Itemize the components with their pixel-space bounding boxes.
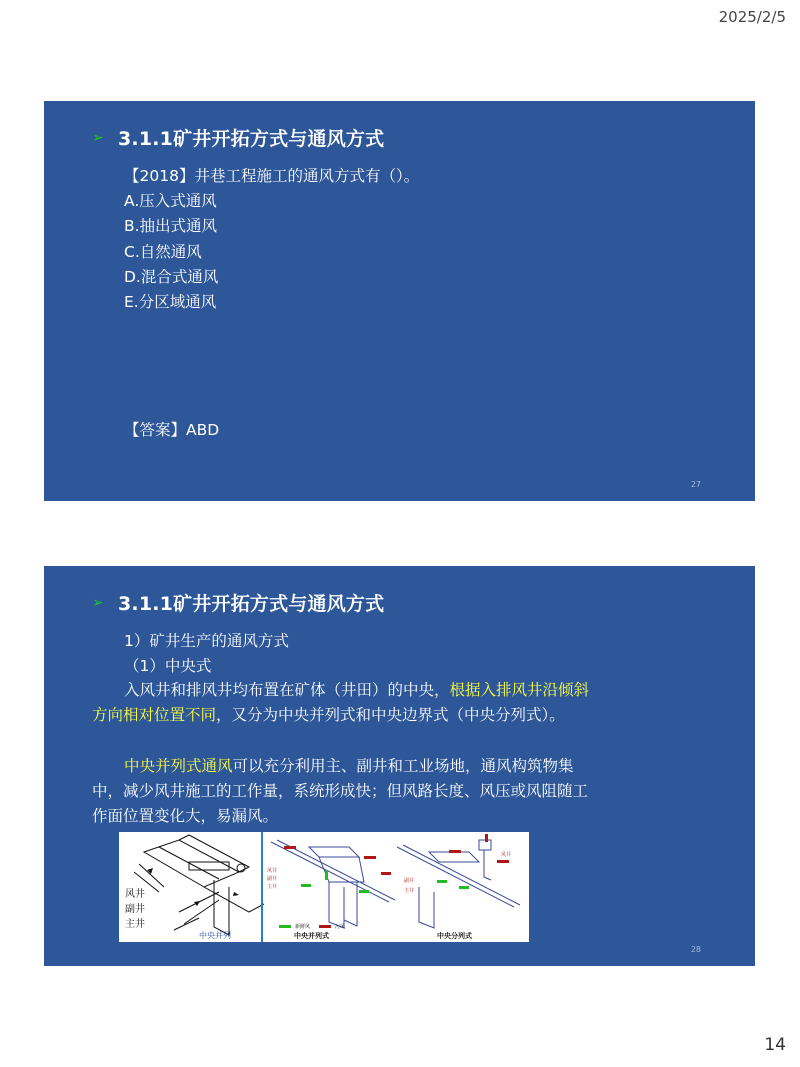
parallel-label-main-shaft: 主井 <box>267 884 278 890</box>
slide-title-row <box>92 589 384 616</box>
sketch-label-main-shaft: 主井 <box>125 919 145 930</box>
paragraph-parallel <box>92 754 592 829</box>
slide-28 <box>44 566 755 966</box>
sketch-label-air-shaft: 风井 <box>125 889 145 900</box>
option-e: E.分区域通风 <box>124 293 217 311</box>
arrow-bullet-icon: ➢ <box>92 594 104 611</box>
sketch-label-auxiliary-shaft: 副井 <box>125 904 145 915</box>
page-date: 2025/2/5 <box>718 8 786 26</box>
para2-highlight: 中央并列式通风 <box>124 757 233 775</box>
heading-central: （1）中央式 <box>124 657 212 675</box>
option-d: D.混合式通风 <box>124 268 219 286</box>
para1-text-a: 入风井和排风井均布置在矿体（井田）的中央， <box>124 681 450 699</box>
parallel-label-auxiliary-shaft: 副井 <box>267 876 278 882</box>
diagram-panel-sketch <box>134 835 264 935</box>
separated-label-air-shaft: 风井 <box>501 852 512 858</box>
option-a: A.压入式通风 <box>124 192 217 210</box>
arrow-bullet-icon: ➢ <box>92 129 104 146</box>
legend-foul-swatch <box>319 925 331 928</box>
sketch-arrows <box>147 868 239 906</box>
separated-label-main-shaft: 主井 <box>404 888 415 894</box>
separated-caption: 中央分列式 <box>437 932 472 940</box>
option-b: B.抽出式通风 <box>124 217 218 235</box>
slide-number: 27 <box>690 480 701 489</box>
diagram-panel-parallel <box>271 840 395 928</box>
legend-foul-label: 污风 <box>335 924 346 930</box>
parallel-caption: 中央并列式 <box>294 932 329 940</box>
paragraph-central <box>92 678 592 728</box>
para2-text: 可以充分利用主、副井和工业场地，通风构筑物集中，减少风井施工的工作量，系统形成快；但风路长度、风压或风阻随工作面位置变化大，易漏风。 <box>92 757 589 825</box>
separated-label-auxiliary-shaft: 副井 <box>404 878 415 884</box>
slide-title: 3.1.1矿井开拓方式与通风方式 <box>118 128 385 150</box>
answer-text: 【答案】ABD <box>124 421 220 439</box>
legend-fresh-label: 新鲜风 <box>295 924 311 930</box>
para1-highlight: 根据入排风井沿倾斜方向相对位置不同 <box>92 681 590 724</box>
sketch-caption: 中央并列 <box>199 931 231 940</box>
ventilation-diagram <box>119 832 529 942</box>
slide-number: 28 <box>690 945 701 954</box>
slide-title: 3.1.1矿井开拓方式与通风方式 <box>118 593 385 615</box>
question-text: 【2018】井巷工程施工的通风方式有（）。 <box>124 167 420 185</box>
parallel-label-air-shaft: 风井 <box>267 868 278 874</box>
slide-27 <box>44 101 755 501</box>
slide-title-row <box>92 124 384 151</box>
page-number: 14 <box>764 1035 786 1055</box>
para1-text-b: ，又分为中央并列式和中央边界式（中央分列式）。 <box>216 706 565 724</box>
heading-ventilation: 1）矿井生产的通风方式 <box>124 632 289 650</box>
option-c: C.自然通风 <box>124 243 202 261</box>
legend-fresh-swatch <box>279 925 291 928</box>
